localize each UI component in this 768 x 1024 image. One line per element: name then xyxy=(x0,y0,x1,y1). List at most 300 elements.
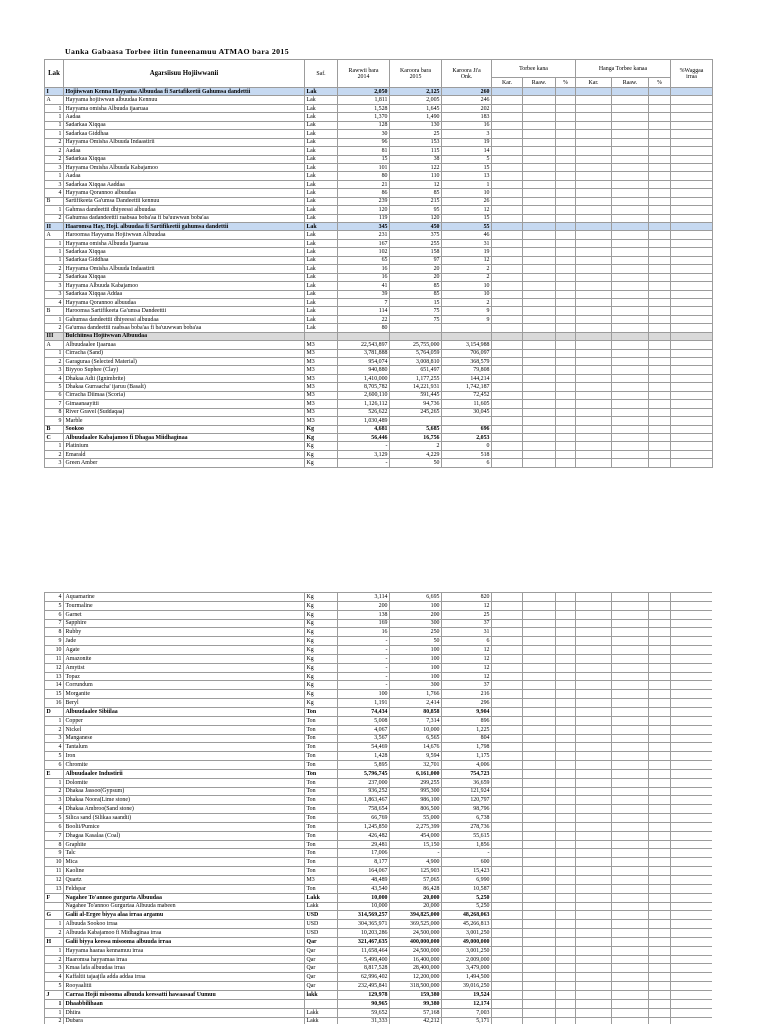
annual-percent-cell xyxy=(671,433,713,441)
cumulative-actual-cell xyxy=(612,999,649,1008)
plan-2015-cell: 369,525,000 xyxy=(390,920,442,929)
week-percent-cell xyxy=(556,867,576,876)
table-header xyxy=(45,60,713,88)
row-number-cell: 6 xyxy=(45,761,64,770)
unit-cell: Kg xyxy=(305,690,338,699)
week-plan-cell xyxy=(492,884,523,893)
plan-2015-cell: 5,764,059 xyxy=(390,349,442,357)
row-number-cell: B xyxy=(45,307,64,315)
row-number-cell: 15 xyxy=(45,690,64,699)
activity-cell: Morganite xyxy=(64,690,305,699)
week-percent-cell xyxy=(556,840,576,849)
week-percent-cell xyxy=(556,130,576,138)
week-actual-cell xyxy=(523,619,556,628)
cumulative-plan-cell xyxy=(576,383,612,391)
actual-2014-cell: 345 xyxy=(338,223,390,231)
table-row xyxy=(45,761,713,770)
annual-percent-cell xyxy=(671,248,713,256)
actual-2014-cell: 80 xyxy=(338,324,390,332)
plan-month-cell: 9 xyxy=(442,315,492,323)
week-plan-cell xyxy=(492,637,523,646)
plan-month-cell: 10,587 xyxy=(442,884,492,893)
plan-2015-cell: 1,645 xyxy=(390,104,442,112)
week-percent-cell xyxy=(556,929,576,938)
plan-month-cell: 600 xyxy=(442,858,492,867)
annual-percent-cell xyxy=(671,172,713,180)
cumulative-percent-cell xyxy=(649,999,671,1008)
plan-2015-cell: 300 xyxy=(390,681,442,690)
week-percent-cell xyxy=(556,955,576,964)
week-plan-cell xyxy=(492,104,523,112)
week-actual-cell xyxy=(523,716,556,725)
week-percent-cell xyxy=(556,374,576,382)
annual-percent-cell xyxy=(671,681,713,690)
row-number-cell: 2 xyxy=(45,138,64,146)
actual-2014-cell: 56,446 xyxy=(338,433,390,441)
week-actual-cell xyxy=(523,332,556,340)
cumulative-plan-cell xyxy=(576,876,612,885)
cumulative-plan-cell xyxy=(576,239,612,247)
week-plan-cell xyxy=(492,699,523,708)
unit-cell: Lak xyxy=(305,214,338,222)
table-row xyxy=(45,725,713,734)
actual-2014-cell: 169 xyxy=(338,619,390,628)
plan-2015-cell: 85 xyxy=(390,189,442,197)
actual-2014-cell: 74,434 xyxy=(338,707,390,716)
week-percent-cell xyxy=(556,88,576,96)
cumulative-actual-cell xyxy=(612,121,649,129)
week-plan-cell xyxy=(492,155,523,163)
unit-cell: Lak xyxy=(305,282,338,290)
cumulative-percent-cell xyxy=(649,831,671,840)
cumulative-actual-cell xyxy=(612,96,649,104)
plan-month-cell: 121,924 xyxy=(442,787,492,796)
row-number-cell: 1 xyxy=(45,239,64,247)
plan-month-cell: 16 xyxy=(442,121,492,129)
cumulative-plan-cell xyxy=(576,787,612,796)
week-percent-cell xyxy=(556,999,576,1008)
row-number-cell: 1 xyxy=(45,442,64,450)
plan-month-cell: 4,006 xyxy=(442,761,492,770)
plan-2015-cell: 375 xyxy=(390,231,442,239)
activity-cell: Quartz xyxy=(64,876,305,885)
cumulative-plan-cell xyxy=(576,417,612,425)
cumulative-percent-cell xyxy=(649,663,671,672)
annual-percent-cell xyxy=(671,349,713,357)
plan-2015-cell: 5,685 xyxy=(390,425,442,433)
cumulative-percent-cell xyxy=(649,206,671,214)
activity-cell: Dhagaa Kasalaa (Coal) xyxy=(64,831,305,840)
week-plan-cell xyxy=(492,593,523,602)
cumulative-actual-cell xyxy=(612,206,649,214)
annual-percent-cell xyxy=(671,265,713,273)
table-row xyxy=(45,796,713,805)
cumulative-plan-cell xyxy=(576,324,612,332)
sub-header-cumulative-percent: % xyxy=(649,78,671,88)
table-row xyxy=(45,459,713,467)
plan-2015-cell: 2,414 xyxy=(390,699,442,708)
week-actual-cell xyxy=(523,778,556,787)
table-row xyxy=(45,96,713,104)
table-row xyxy=(45,787,713,796)
unit-cell: Lak xyxy=(305,290,338,298)
cumulative-plan-cell xyxy=(576,147,612,155)
week-plan-cell xyxy=(492,1017,523,1024)
activity-cell: Rubby xyxy=(64,628,305,637)
table-row xyxy=(45,113,713,121)
table-row xyxy=(45,1017,713,1024)
row-number-cell: 4 xyxy=(45,374,64,382)
week-actual-cell xyxy=(523,699,556,708)
cumulative-actual-cell xyxy=(612,911,649,920)
activity-cell: Ga'umsa dandeettii raabsaa boba'aa fi ba'uuwwan boba'aa xyxy=(64,324,305,332)
unit-cell: Kg xyxy=(305,646,338,655)
unit-cell: Lak xyxy=(305,239,338,247)
cumulative-actual-cell xyxy=(612,1008,649,1017)
cumulative-percent-cell xyxy=(649,400,671,408)
cumulative-actual-cell xyxy=(612,391,649,399)
week-plan-cell xyxy=(492,189,523,197)
row-number-cell: 1 xyxy=(45,248,64,256)
col-header-actual-2014-label: Rawwii bara 2014 xyxy=(348,67,379,80)
plan-2015-cell: 130 xyxy=(390,121,442,129)
row-number-cell: 7 xyxy=(45,831,64,840)
cumulative-plan-cell xyxy=(576,332,612,340)
annual-percent-cell xyxy=(671,206,713,214)
annual-percent-cell xyxy=(671,163,713,171)
annual-percent-cell xyxy=(671,147,713,155)
activity-cell: Beryl xyxy=(64,699,305,708)
plan-month-cell: 10 xyxy=(442,282,492,290)
unit-cell: Ton xyxy=(305,743,338,752)
week-actual-cell xyxy=(523,113,556,121)
row-number-cell: 3 xyxy=(45,163,64,171)
actual-2014-cell xyxy=(338,332,390,340)
week-plan-cell xyxy=(492,400,523,408)
cumulative-percent-cell xyxy=(649,298,671,306)
row-number-cell: 1 xyxy=(45,121,64,129)
cumulative-actual-cell xyxy=(612,867,649,876)
plan-2015-cell: 200 xyxy=(390,610,442,619)
week-actual-cell xyxy=(523,163,556,171)
week-actual-cell xyxy=(523,593,556,602)
report-table-part-2 xyxy=(44,592,712,1024)
row-number-cell: 11 xyxy=(45,867,64,876)
unit-cell: Kg xyxy=(305,628,338,637)
annual-percent-cell xyxy=(671,707,713,716)
plan-month-cell: 6 xyxy=(442,459,492,467)
plan-2015-cell: 153 xyxy=(390,138,442,146)
row-number-cell: 8 xyxy=(45,840,64,849)
cumulative-plan-cell xyxy=(576,769,612,778)
actual-2014-cell: 101 xyxy=(338,163,390,171)
week-percent-cell xyxy=(556,858,576,867)
week-actual-cell xyxy=(523,96,556,104)
actual-2014-cell: - xyxy=(338,672,390,681)
unit-cell: Ton xyxy=(305,752,338,761)
row-number-cell: 4 xyxy=(45,593,64,602)
plan-2015-cell: 1,766 xyxy=(390,690,442,699)
plan-month-cell: 10 xyxy=(442,290,492,298)
plan-2015-cell: 2,005 xyxy=(390,96,442,104)
row-number-cell: B xyxy=(45,197,64,205)
week-plan-cell xyxy=(492,366,523,374)
week-actual-cell xyxy=(523,849,556,858)
table-row xyxy=(45,425,713,433)
week-plan-cell xyxy=(492,408,523,416)
activity-cell: Dhaabbilihaan xyxy=(64,999,305,1008)
week-percent-cell xyxy=(556,902,576,911)
week-actual-cell xyxy=(523,911,556,920)
cumulative-actual-cell xyxy=(612,734,649,743)
cumulative-actual-cell xyxy=(612,920,649,929)
week-actual-cell xyxy=(523,273,556,281)
week-percent-cell xyxy=(556,876,576,885)
plan-month-cell: 72,452 xyxy=(442,391,492,399)
week-percent-cell xyxy=(556,725,576,734)
actual-2014-cell: 48,489 xyxy=(338,876,390,885)
cumulative-actual-cell xyxy=(612,307,649,315)
week-plan-cell xyxy=(492,147,523,155)
plan-month-cell: 1,742,187 xyxy=(442,383,492,391)
week-plan-cell xyxy=(492,433,523,441)
table-row xyxy=(45,315,713,323)
cumulative-plan-cell xyxy=(576,761,612,770)
plan-2015-cell: 85 xyxy=(390,282,442,290)
unit-cell: M3 xyxy=(305,341,338,349)
row-number-cell: A xyxy=(45,96,64,104)
cumulative-actual-cell xyxy=(612,822,649,831)
cumulative-percent-cell xyxy=(649,734,671,743)
row-number-cell: A xyxy=(45,341,64,349)
cumulative-percent-cell xyxy=(649,787,671,796)
cumulative-actual-cell xyxy=(612,383,649,391)
plan-2015-cell: 85 xyxy=(390,290,442,298)
cumulative-actual-cell xyxy=(612,707,649,716)
table-row xyxy=(45,769,713,778)
unit-cell: Ton xyxy=(305,761,338,770)
row-number-cell: 10 xyxy=(45,858,64,867)
actual-2014-cell: 29,481 xyxy=(338,840,390,849)
table-row xyxy=(45,663,713,672)
activity-cell: Gahmsa dandeettii dhiyeessi albuudaa xyxy=(64,206,305,214)
activity-cell: Haroomsa Sartifikeeta Ga'umsa Dandeettii xyxy=(64,307,305,315)
row-number-cell: 4 xyxy=(45,805,64,814)
week-percent-cell xyxy=(556,672,576,681)
cumulative-percent-cell xyxy=(649,1017,671,1024)
activity-cell: Tantalum xyxy=(64,743,305,752)
plan-month-cell: 183 xyxy=(442,113,492,121)
plan-month-cell: 46 xyxy=(442,231,492,239)
actual-2014-cell: 1,528 xyxy=(338,104,390,112)
plan-month-cell: 37 xyxy=(442,619,492,628)
annual-percent-cell xyxy=(671,690,713,699)
table-row xyxy=(45,239,713,247)
cumulative-percent-cell xyxy=(649,450,671,458)
table-row xyxy=(45,654,713,663)
table-row xyxy=(45,681,713,690)
cumulative-actual-cell xyxy=(612,214,649,222)
cumulative-actual-cell xyxy=(612,113,649,121)
cumulative-plan-cell xyxy=(576,699,612,708)
row-number-cell: 3 xyxy=(45,180,64,188)
week-percent-cell xyxy=(556,619,576,628)
week-plan-cell xyxy=(492,619,523,628)
table-row xyxy=(45,147,713,155)
cumulative-plan-cell xyxy=(576,172,612,180)
activity-cell: Agate xyxy=(64,646,305,655)
cumulative-plan-cell xyxy=(576,637,612,646)
cumulative-percent-cell xyxy=(649,189,671,197)
cumulative-actual-cell xyxy=(612,223,649,231)
week-percent-cell xyxy=(556,601,576,610)
row-number-cell: 1 xyxy=(45,1008,64,1017)
actual-2014-cell: 16 xyxy=(338,273,390,281)
cumulative-plan-cell xyxy=(576,681,612,690)
annual-percent-cell xyxy=(671,450,713,458)
plan-month-cell: 1 xyxy=(442,180,492,188)
plan-month-cell: 1,175 xyxy=(442,752,492,761)
unit-cell: Lak xyxy=(305,298,338,306)
week-plan-cell xyxy=(492,349,523,357)
cumulative-percent-cell xyxy=(649,282,671,290)
actual-2014-cell: - xyxy=(338,646,390,655)
week-actual-cell xyxy=(523,876,556,885)
week-percent-cell xyxy=(556,366,576,374)
cumulative-percent-cell xyxy=(649,929,671,938)
cumulative-percent-cell xyxy=(649,433,671,441)
row-number-cell xyxy=(45,902,64,911)
plan-month-cell xyxy=(442,324,492,332)
unit-cell: USD xyxy=(305,920,338,929)
table-row xyxy=(45,973,713,982)
table-row xyxy=(45,699,713,708)
table-row xyxy=(45,840,713,849)
week-percent-cell xyxy=(556,307,576,315)
activity-cell: Platinium xyxy=(64,442,305,450)
unit-cell: Lak xyxy=(305,256,338,264)
actual-2014-cell: 314,569,257 xyxy=(338,911,390,920)
cumulative-percent-cell xyxy=(649,778,671,787)
week-actual-cell xyxy=(523,601,556,610)
annual-percent-cell xyxy=(671,814,713,823)
week-actual-cell xyxy=(523,206,556,214)
table-row xyxy=(45,163,713,171)
cumulative-actual-cell xyxy=(612,929,649,938)
week-plan-cell xyxy=(492,332,523,340)
cumulative-plan-cell xyxy=(576,752,612,761)
week-actual-cell xyxy=(523,189,556,197)
week-actual-cell xyxy=(523,902,556,911)
plan-2015-cell: 50 xyxy=(390,459,442,467)
week-plan-cell xyxy=(492,273,523,281)
col-header-annual-percent xyxy=(671,60,713,88)
row-number-cell: 5 xyxy=(45,814,64,823)
actual-2014-cell: 2,050 xyxy=(338,88,390,96)
week-actual-cell xyxy=(523,743,556,752)
plan-month-cell: 5 xyxy=(442,155,492,163)
cumulative-actual-cell xyxy=(612,155,649,163)
cumulative-plan-cell xyxy=(576,672,612,681)
week-plan-cell xyxy=(492,716,523,725)
row-number-cell: 2 xyxy=(45,787,64,796)
week-plan-cell xyxy=(492,88,523,96)
row-number-cell: 1 xyxy=(45,206,64,214)
cumulative-actual-cell xyxy=(612,341,649,349)
week-percent-cell xyxy=(556,990,576,999)
cumulative-plan-cell xyxy=(576,442,612,450)
activity-cell: Dhakaa Adii (Ignimbrite) xyxy=(64,374,305,382)
week-percent-cell xyxy=(556,231,576,239)
cumulative-actual-cell xyxy=(612,265,649,273)
actual-2014-cell: 54,469 xyxy=(338,743,390,752)
unit-cell: Lakk xyxy=(305,902,338,911)
table-row xyxy=(45,383,713,391)
col-header-plan-2015 xyxy=(390,60,442,88)
activity-cell: Kaoline xyxy=(64,867,305,876)
plan-month-cell: 696 xyxy=(442,425,492,433)
cumulative-percent-cell xyxy=(649,911,671,920)
week-actual-cell xyxy=(523,796,556,805)
row-number-cell: 1 xyxy=(45,716,64,725)
cumulative-plan-cell xyxy=(576,646,612,655)
row-number-cell: C xyxy=(45,433,64,441)
table-row xyxy=(45,999,713,1008)
annual-percent-cell xyxy=(671,831,713,840)
week-percent-cell xyxy=(556,884,576,893)
plan-2015-cell: 95 xyxy=(390,206,442,214)
actual-2014-cell: - xyxy=(338,663,390,672)
annual-percent-cell xyxy=(671,1017,713,1024)
table-row xyxy=(45,672,713,681)
plan-2015-cell: 995,300 xyxy=(390,787,442,796)
table-row xyxy=(45,876,713,885)
annual-percent-cell xyxy=(671,929,713,938)
cumulative-actual-cell xyxy=(612,433,649,441)
table-row xyxy=(45,180,713,188)
week-plan-cell xyxy=(492,946,523,955)
col-header-plan-2015-label: Karoora bara 2015 xyxy=(400,67,431,80)
cumulative-percent-cell xyxy=(649,324,671,332)
table-row xyxy=(45,341,713,349)
plan-month-cell: 820 xyxy=(442,593,492,602)
row-number-cell: F xyxy=(45,893,64,902)
unit-cell: Lak xyxy=(305,180,338,188)
activity-cell: Iron xyxy=(64,752,305,761)
week-percent-cell xyxy=(556,197,576,205)
plan-month-cell: 31 xyxy=(442,628,492,637)
cumulative-actual-cell xyxy=(612,290,649,298)
table-row xyxy=(45,197,713,205)
plan-2015-cell: 450 xyxy=(390,223,442,231)
week-plan-cell xyxy=(492,822,523,831)
unit-cell: Ton xyxy=(305,725,338,734)
week-actual-cell xyxy=(523,1008,556,1017)
row-number-cell: 1 xyxy=(45,920,64,929)
plan-month-cell: 12 xyxy=(442,256,492,264)
cumulative-plan-cell xyxy=(576,814,612,823)
annual-percent-cell xyxy=(671,840,713,849)
table-row xyxy=(45,690,713,699)
annual-percent-cell xyxy=(671,663,713,672)
week-actual-cell xyxy=(523,450,556,458)
cumulative-actual-cell xyxy=(612,796,649,805)
actual-2014-cell: 31,333 xyxy=(338,1017,390,1024)
plan-month-cell: 15 xyxy=(442,163,492,171)
table-row xyxy=(45,214,713,222)
week-actual-cell xyxy=(523,955,556,964)
table-row xyxy=(45,867,713,876)
